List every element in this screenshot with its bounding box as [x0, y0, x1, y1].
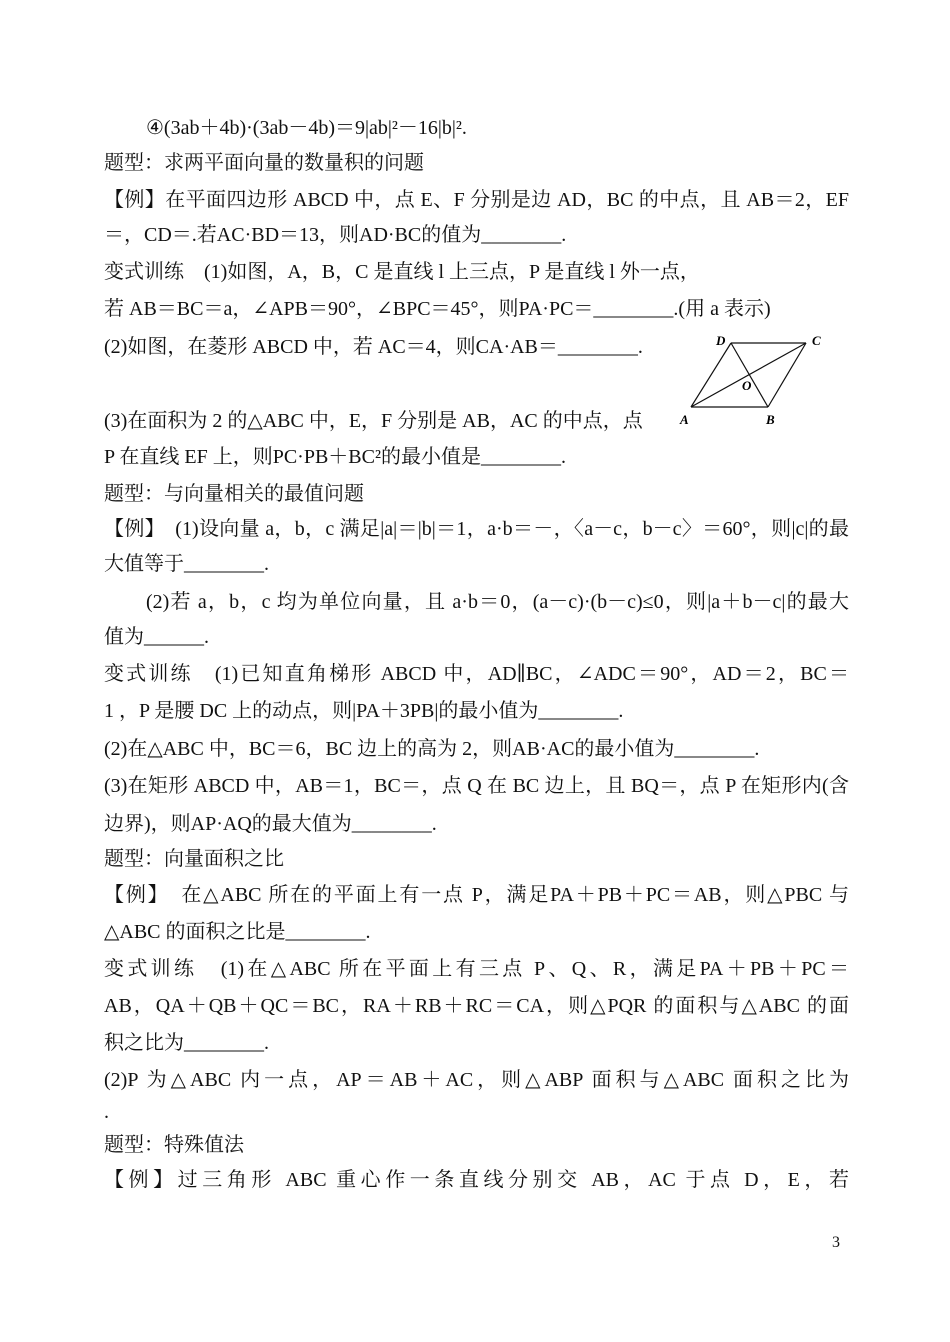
rhombus-edge-ad — [691, 343, 731, 407]
label-b: B — [766, 412, 775, 427]
example-text: ＝，CD＝.若AC·BD＝13，则AD·BC的值为________. — [104, 224, 567, 246]
exercise-text: (2)如图，在菱形 ABCD 中，若 AC＝4，则CA·AB＝________. — [104, 336, 643, 358]
diagonal-bd — [731, 343, 768, 407]
exercise-text: (3)在面积为 2 的△ABC 中，E，F 分别是 AB，AC 的中点，点 — [104, 410, 643, 432]
section-heading: 题型：求两平面向量的数量积的问题 — [104, 152, 424, 174]
label-c: C — [812, 333, 821, 348]
example-text: 【例】 在△ABC 所在的平面上有一点 P，满足PA＋PB＋PC＝AB，则△PBC 与 — [104, 884, 849, 906]
section-heading: 题型：特殊值法 — [104, 1134, 244, 1156]
exercise-text: 积之比为________. — [104, 1032, 269, 1054]
exercise-text: P 在直线 EF 上，则PC·PB＋BC²的最小值是________. — [104, 446, 566, 468]
rhombus-figure — [676, 330, 826, 430]
exercise-text: 若 AB＝BC＝a，∠APB＝90°，∠BPC＝45°，则PA·PC＝________.(用 a 表示) — [104, 298, 771, 320]
exercise-text: 变式训练 (1)如图，A，B，C 是直线 l 上三点，P 是直线 l 外一点， — [104, 261, 700, 283]
formula-line: ④(3ab＋4b)·(3ab－4b)＝9|ab|²－16|b|². — [146, 117, 467, 139]
label-o: O — [742, 378, 752, 393]
example-text: (2)若 a，b，c 均为单位向量，且 a·b＝0，(a－c)·(b－c)≤0，则|a＋b－c|的最大 — [146, 591, 849, 613]
example-text: 【例】在平面四边形 ABCD 中，点 E、F 分别是边 AD，BC 的中点，且 AB＝2，EF — [104, 189, 849, 211]
example-text: 【例】 (1)设向量 a，b，c 满足|a|＝|b|＝1，a·b＝－，〈a－c，b－c〉＝60°，则|c|的最 — [104, 518, 849, 540]
label-d: D — [716, 333, 726, 348]
exercise-text: 边界)，则AP·AQ的最大值为________. — [104, 813, 437, 835]
exercise-text: 变式训练 (1)已知直角梯形 ABCD 中，AD∥BC，∠ADC＝90°，AD＝2，BC＝ — [104, 663, 849, 685]
label-a: A — [680, 412, 689, 427]
exercise-text: AB，QA＋QB＋QC＝BC，RA＋RB＋RC＝CA，则△PQR 的面积与△ABC 的面 — [104, 995, 849, 1017]
section-heading: 题型：向量面积之比 — [104, 848, 284, 870]
exercise-text: 变式训练 (1)在△ABC 所在平面上有三点 P、Q、R，满足PA＋PB＋PC＝ — [104, 958, 849, 980]
exercise-text: (2)在△ABC 中，BC＝6，BC 边上的高为 2，则AB·AC的最小值为________. — [104, 738, 760, 760]
exercise-text: 1 ，P 是腰 DC 上的动点，则|PA＋3PB|的最小值为________. — [104, 700, 624, 722]
exercise-text: . — [104, 1101, 109, 1123]
exercise-text: (3)在矩形 ABCD 中，AB＝1，BC＝，点 Q 在 BC 边上，且 BQ＝，点 P 在矩形内(含 — [104, 775, 849, 797]
rhombus-edge-cb — [768, 343, 806, 407]
page-number: 3 — [832, 1234, 840, 1251]
example-text: △ABC 的面积之比是________. — [104, 921, 371, 943]
example-text: 值为______. — [104, 626, 209, 648]
example-text: 大值等于________. — [104, 553, 269, 575]
exercise-text: (2)P 为△ABC 内一点，AP＝AB＋AC，则△ABP 面积与△ABC 面积之比为 — [104, 1069, 849, 1091]
example-text: 【例】过三角形 ABC 重心作一条直线分别交 AB，AC 于点 D，E，若 — [104, 1169, 849, 1191]
section-heading: 题型：与向量相关的最值问题 — [104, 483, 364, 505]
diagonal-ac — [691, 343, 806, 407]
